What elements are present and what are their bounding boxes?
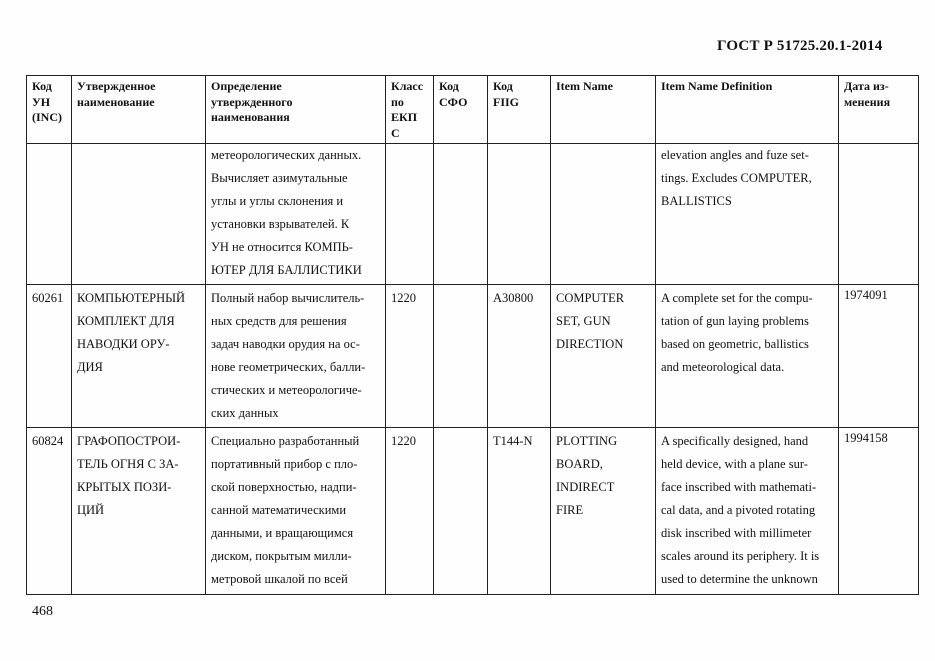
cell-fiig: [488, 144, 551, 285]
column-header-sfo: Код СФО: [434, 76, 488, 144]
table-header-row: [27, 76, 919, 144]
document-code: ГОСТ Р 51725.20.1-2014: [717, 38, 883, 54]
cell-change-date: 1974091: [839, 285, 919, 428]
cell-inc: [27, 144, 72, 285]
cell-item-definition: A specifically designed, hand held device, with a plane sur- face inscribed with mathemati- cal data, and a pivoted rotating disk inscribed with millimeter scales around its periphery. It is used to determine the unknown: [656, 428, 839, 595]
cell-inc: 60261: [27, 285, 72, 428]
column-header-definition: Определение утвержденного наименования: [206, 76, 386, 144]
cell-sfo: [434, 144, 488, 285]
cell-approved-name: [72, 144, 206, 285]
cell-sfo: [434, 428, 488, 595]
cell-definition: метеорологических данных. Вычисляет азимутальные углы и углы склонения и установки взрывателей. К УН не относится КОМПЬ- ЮТЕР ДЛЯ БАЛЛИСТИКИ: [206, 144, 386, 285]
page-number: 468: [32, 604, 53, 619]
cell-sfo: [434, 285, 488, 428]
cell-item-name: PLOTTING BOARD, INDIRECT FIRE: [551, 428, 656, 595]
table-row: [27, 428, 919, 595]
cell-class: 1220: [386, 285, 434, 428]
table-row: [27, 285, 919, 428]
column-header-class: Класс по ЕКП С: [386, 76, 434, 144]
cell-item-definition: elevation angles and fuze set- tings. Excludes COMPUTER, BALLISTICS: [656, 144, 839, 285]
cell-item-definition: A complete set for the compu- tation of gun laying problems based on geometric, ballistics and meteorological data.: [656, 285, 839, 428]
column-header-item-definition: Item Name Definition: [656, 76, 839, 144]
column-header-inc: Код УН (INC): [27, 76, 72, 144]
catalog-table: [26, 75, 919, 595]
cell-approved-name: КОМПЬЮТЕРНЫЙ КОМПЛЕКТ ДЛЯ НАВОДКИ ОРУ- ДИЯ: [72, 285, 206, 428]
cell-fiig: A30800: [488, 285, 551, 428]
cell-item-name: [551, 144, 656, 285]
column-header-approved-name: Утвержденное наименование: [72, 76, 206, 144]
cell-definition: Специально разработанный портативный прибор с пло- ской поверхностью, надпи- санной математическими данными, и вращающимся диском, покрытым милли- метровой шкалой по всей: [206, 428, 386, 595]
cell-class: [386, 144, 434, 285]
cell-definition: Полный набор вычислитель- ных средств для решения задач наводки орудия на ос- нове геометрических, балли- стических и метеорологиче- ских данных: [206, 285, 386, 428]
table-row: [27, 144, 919, 285]
cell-approved-name: ГРАФОПОСТРОИ- ТЕЛЬ ОГНЯ С ЗА- КРЫТЫХ ПОЗИ- ЦИЙ: [72, 428, 206, 595]
cell-change-date: 1994158: [839, 428, 919, 595]
cell-fiig: T144-N: [488, 428, 551, 595]
cell-change-date: [839, 144, 919, 285]
column-header-fiig: Код FIIG: [488, 76, 551, 144]
column-header-item-name: Item Name: [551, 76, 656, 144]
cell-inc: 60824: [27, 428, 72, 595]
cell-item-name: COMPUTER SET, GUN DIRECTION: [551, 285, 656, 428]
cell-class: 1220: [386, 428, 434, 595]
column-header-change-date: Дата из- менения: [839, 76, 919, 144]
